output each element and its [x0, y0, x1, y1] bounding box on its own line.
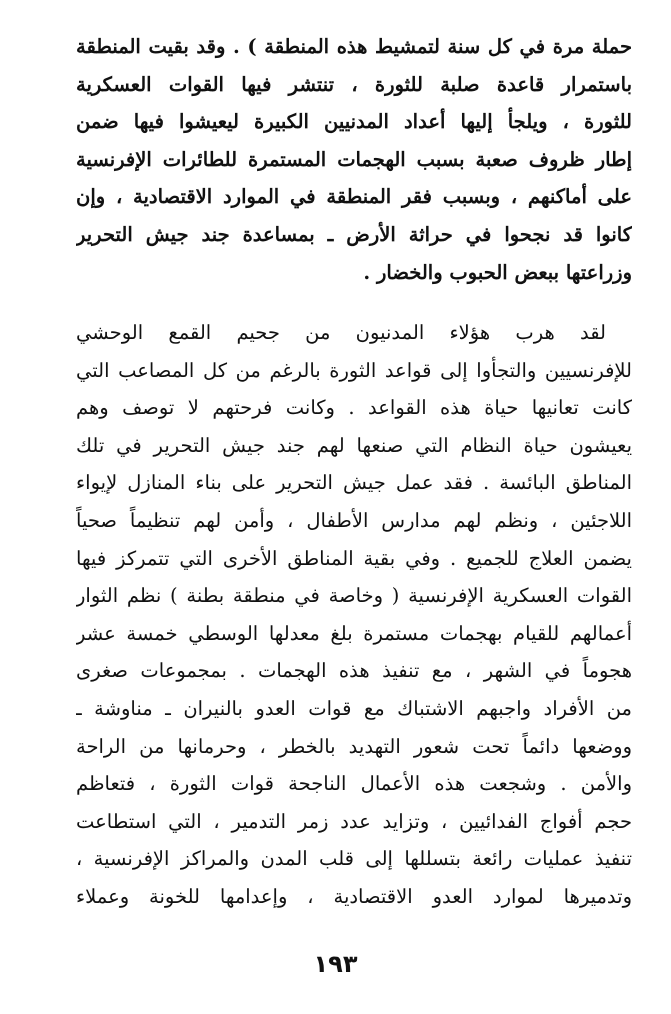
text-line: للثورة ، ويلجأ إليها أعداد المدنيين الكبيرة ليعيشوا فيها ضمن [76, 110, 632, 134]
text-line: القوات العسكرية الإفرنسية ( وخاصة في منطقة بطنة ) نظم الثوار [76, 584, 632, 608]
text-line: والأمن . وشجعت هذه الأعمال الناجحة قوات الثورة ، فتعاظم [76, 772, 632, 796]
text-line: المناطق البائسة . فقد عمل جيش التحرير على بناء المنازل لإيواء [76, 471, 632, 495]
text-line: حملة مرة في كل سنة لتمشيط هذه المنطقة ) . وقد بقيت المنطقة [76, 35, 632, 58]
text-line: على أماكنهم ، وبسبب فقر المنطقة في الموارد الاقتصادية ، وإن [76, 185, 632, 209]
text-line: للإفرنسيين والتجأوا إلى قواعد الثورة بالرغم من كل المصاعب التي [76, 358, 632, 382]
text-line: كانت تعانيها حياة هذه القواعد . وكانت فرحتهم لا توصف وهم [76, 396, 632, 420]
text-line: باستمرار قاعدة صلبة للثورة ، تنتشر فيها القوات العسكرية [76, 72, 632, 96]
text-line: وتدميرها لموارد العدو الاقتصادية ، وإعدامها للخونة وعملاء [76, 884, 632, 908]
text-line: تنفيذ عمليات رائعة بتسللها إلى قلب المدن والمراكز الإفرنسية ، [76, 847, 632, 871]
text-line: يعيشون حياة النظام التي صنعها لهم جند جيش التحرير في تلك [76, 433, 632, 457]
text-line: يضمن العلاج للجميع . وفي بقية المناطق الأخرى التي تتمركز فيها [76, 546, 632, 570]
text-line: ووضعها دائماً تحت شعور التهديد بالخطر ، وحرمانها من الراحة [76, 734, 632, 758]
text-line: حجم أفواج الفدائيين ، وتزايد عدد زمر التدمير ، التي استطاعت [76, 809, 632, 833]
text-line: لقد هرب هؤلاء المدنيون من جحيم القمع الوحشي [76, 321, 606, 344]
text-line: أعمالهم للقيام بهجمات مستمرة بلغ معدلها الوسطي خمسة عشر [76, 621, 632, 645]
text-line: من الأفراد واجبهم الاشتباك مع قوات العدو بالنيران ـ مناوشة ـ [76, 696, 632, 720]
page-number: ١٩٣ [313, 950, 358, 978]
text-line: وزراعتها ببعض الحبوب والخضار . [363, 260, 632, 284]
text-line: اللاجئين ، ونظم لهم مدارس الأطفال ، وأمن لهم تنظيماً صحياً [76, 508, 632, 532]
text-line: هجوماً في الشهر ، مع تنفيذ هذه الهجمات . بمجموعات صغرى [76, 659, 632, 683]
paragraph-2 [76, 314, 632, 916]
text-line: كانوا قد نجحوا في حراثة الأرض ـ بمساعدة جند جيش التحرير [76, 222, 632, 246]
text-line: إطار ظروف صعبة بسبب الهجمات المستمرة للطائرات الإفرنسية [76, 147, 632, 171]
paragraph-1 [76, 28, 632, 291]
